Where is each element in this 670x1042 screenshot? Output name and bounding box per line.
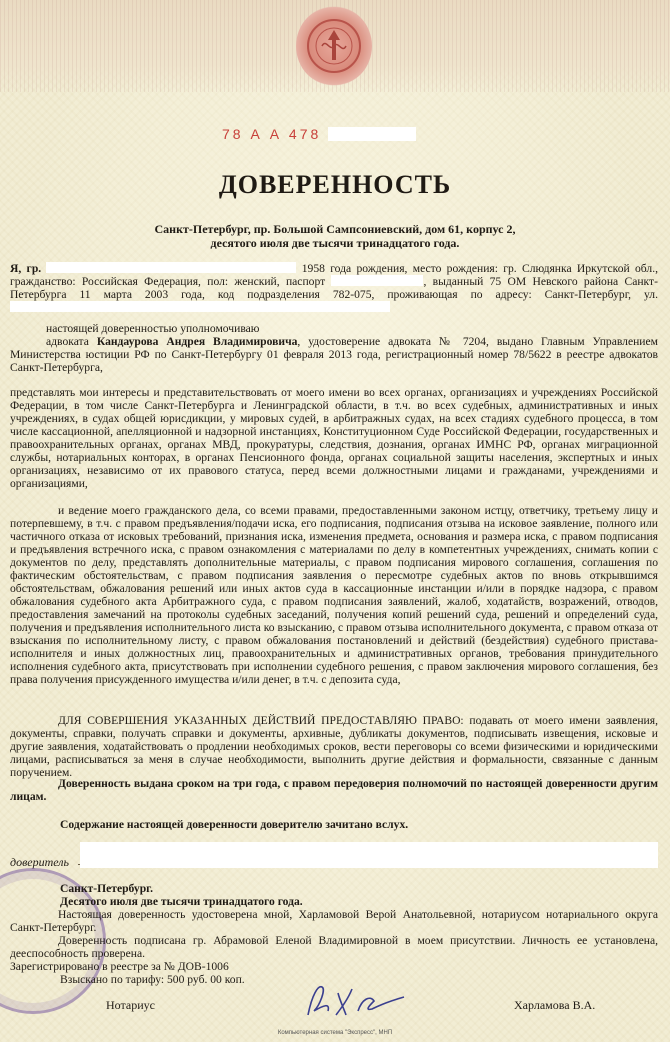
- cert-registry: Зарегистрировано в реестре за № ДОВ-1006: [10, 960, 229, 973]
- attorney-line: [10, 335, 658, 374]
- redacted-number: [328, 127, 416, 141]
- notary-signature: [300, 975, 410, 1025]
- powers-paragraph-2: и ведение моего гражданского дела, со всеми правами, предоставленными законом истцу, ответчику, третьему лицу и потерпевшему, в т.ч. с правом предъявления/подачи иска, его подписания, подписания отзыва на исковое заявление, полного или частичного отказа от исковых требований, признания иска, изменения предмета, основания и размера иска, с правом подписания и предъявления встречного иска, с правом ознакомления с материалами по делу в компетентных учреждениях, снимать копии с документов по делу, представлять дополнительные материалы, с правом подписания мирового соглашения, соглашения по фактическим обстоятельствам, с правом подписания заявления о пересмотре судебных актов по вновь открывшимся обстоятельствам, обжалования решений или иных актов суда в кассационные инстанции и/или в порядке надзора, с правом обжалования судебного акта Арбитражного суда, с правом подписания заявлений, жалоб, ходатайств, возражений, отводов, предоставления замечаний на протоколы судебных заседаний, получения копий решений суда, решений и определений суда, получения и предъявления исполнительного листа ко взысканию, с правом отзыва исполнительного документа, с правом отказа от взыскания по исполнительному листу, с правом обжалования постановлений и действий (бездействия) судебного пристава-исполнителя и иных должностных лиц, правоохранительных и административных органов, требования принудительного исполнения судебного акта, присутствовать при исполнении судебного решения, с правом заключения мирового соглашения, без права получения присужденного имущества и/или денег, в т.ч. с депозита суда,: [10, 504, 658, 686]
- redacted-address: [10, 301, 390, 312]
- system-footer: Компьютерная система "Экспресс", МНП: [277, 1030, 393, 1036]
- principal-paragraph: [10, 262, 658, 314]
- notary-name: Харламова В.А.: [514, 998, 596, 1012]
- place-and-date: [0, 222, 670, 250]
- powers-paragraph-1: представлять мои интересы и представительствовать от моего имени во всех органах, организациях и учреждениях Российской Федерации, в том числе Санкт-Петербурга и Ленинградской области, в т.ч. во всех судебных, административных и иных учреждениях, в судах общей юрисдикции, у мировых судей, в арбитражных судах, на всех стадиях судебного процесса, в том числе кассационной, апелляционной и надзорной инстанциях, Конституционном Суде Российской Федерации, государственных и правоохранительных органах, органах МВД, прокуратуры, следствия, дознания, органах ИМНС РФ, органах миграционной службы, нотариальных конторах, в органах Пенсионного фонда, органах социальной защиты населения, экспертных и иных организациях, независимо от их правового статуса, перед всеми должностными лицами и гражданами, учреждениями и организациями,: [10, 386, 658, 490]
- redacted-signature: [80, 842, 658, 868]
- cert-date: Десятого июля две тысячи тринадцатого года.: [60, 895, 303, 908]
- term-paragraph: Доверенность выдана сроком на три года, с правом передоверия полномочий по настоящей доверенности другим лицам.: [10, 777, 658, 803]
- series-text: 78 А А 478: [222, 126, 322, 142]
- coat-of-arms-emblem: [296, 6, 372, 86]
- date-line: десятого июля две тысячи тринадцатого года.: [210, 236, 460, 250]
- authorize-block: [10, 322, 658, 374]
- form-series-number: [222, 126, 416, 142]
- principal-text-2: , выданный 75 ОМ Невского района Санкт-Петербурга 11 марта 2003 года, код подразделения 782-075, проживающая по адресу: Санкт-Петербург, ул.: [10, 275, 658, 301]
- attorney-name: Кандаурова Андрея Владимировича: [96, 335, 298, 348]
- authorize-line: настоящей доверенностью уполномочиваю: [46, 322, 260, 335]
- cert-line-2: Доверенность подписана гр. Абрамовой Еленой Владимировной в моем присутствии. Личность ее установлена, дееспособность проверена.: [10, 934, 658, 960]
- cert-city: Санкт-Петербург.: [60, 882, 153, 895]
- powers-paragraph-3: ДЛЯ СОВЕРШЕНИЯ УКАЗАННЫХ ДЕЙСТВИЙ ПРЕДОСТАВЛЯЮ ПРАВО: подавать от моего имени заявления, документы, справки, получать справки и документы, архивные, дубликаты документов, подписывать извещения, исковые и другие заявления, ходатайствовать о продлении необходимых сроков, вести переговоры со всеми физическими и юридическими лицами, расписываться за меня в случае необходимости, выполнить другие действия и формальности, связанные с данным поручением.: [10, 714, 658, 779]
- principal-ya: Я, гр.: [10, 262, 42, 275]
- principal-text-1: 1958 года рождения, место рождения: гр. Слюдянка Иркутской обл., гражданство: Российская Федерация, пол: женский, паспорт: [10, 262, 658, 288]
- emblem-icon: [296, 6, 372, 86]
- redacted-name: [46, 262, 296, 273]
- cert-fee: Взыскано по тарифу: 500 руб. 00 коп.: [60, 973, 245, 986]
- notary-label: Нотариус: [106, 998, 155, 1012]
- doveritel-label: доверитель: [10, 855, 69, 869]
- redacted-passport: [331, 275, 423, 286]
- read-aloud-line: Содержание настоящей доверенности доверителю зачитано вслух.: [60, 818, 409, 831]
- attorney-details: , удостоверение адвоката № 7204, выдано Главным Управлением Министерства юстиции РФ по Санкт-Петербургу 01 февраля 2013 года, регистрационный номер 78/5622 в реестре адвокатов Санкт-Петербурга,: [10, 335, 658, 374]
- place-line: Санкт-Петербург, пр. Большой Сампсониевский, дом 61, корпус 2,: [154, 222, 516, 236]
- cert-line-1: Настоящая доверенность удостоверена мной, Харламовой Верой Анатольевной, нотариусом нотариального округа Санкт-Петербург.: [10, 908, 658, 934]
- certification-block: [10, 882, 658, 986]
- attorney-prefix: адвоката: [46, 335, 89, 348]
- document-title: ДОВЕРЕННОСТЬ: [218, 170, 452, 199]
